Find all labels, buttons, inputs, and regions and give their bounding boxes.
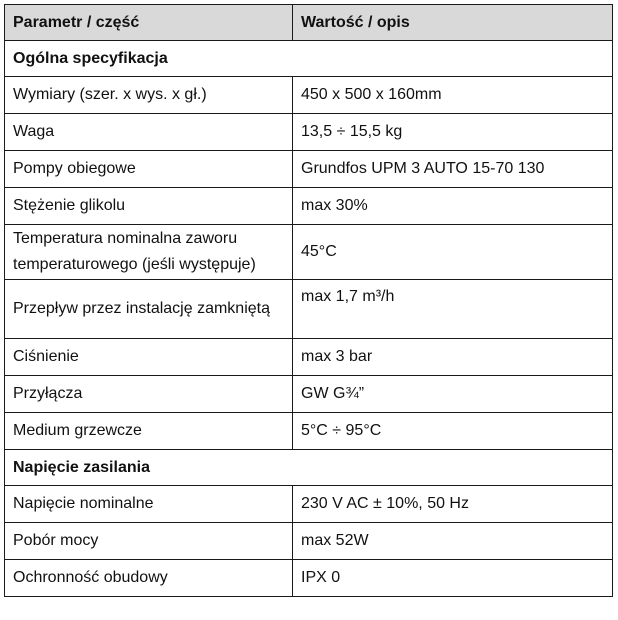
param-cell: Temperatura nominalna zaworu temperaturowego (jeśli występuje) [5,225,293,280]
value-cell: Grundfos UPM 3 AUTO 15-70 130 [293,151,613,188]
section-row-power-supply [5,450,613,486]
value-cell: 230 V AC ± 10%, 50 Hz [293,486,613,523]
value-cell: 13,5 ÷ 15,5 kg [293,114,613,151]
param-cell: Pompy obiegowe [5,151,293,188]
section-row-general [5,41,613,77]
param-cell: Ochronność obudowy [5,560,293,597]
value-cell: max 52W [293,523,613,560]
value-cell: IPX 0 [293,560,613,597]
section-title: Napięcie zasilania [5,450,613,486]
value-cell: max 1,7 m³/h [293,280,613,339]
table-row [5,376,613,413]
table-row [5,77,613,114]
header-parameter: Parametr / część [5,5,293,41]
value-cell: 45°C [293,225,613,280]
value-cell: max 3 bar [293,339,613,376]
param-cell: Napięcie nominalne [5,486,293,523]
header-value: Wartość / opis [293,5,613,41]
param-cell: Przepływ przez instalację zamkniętą [5,280,293,339]
table-row [5,188,613,225]
param-cell: Przyłącza [5,376,293,413]
value-cell: 5°C ÷ 95°C [293,413,613,450]
table-row [5,280,613,339]
value-cell: 450 x 500 x 160mm [293,77,613,114]
value-cell: max 30% [293,188,613,225]
param-cell: Wymiary (szer. x wys. x gł.) [5,77,293,114]
value-cell: GW G¾” [293,376,613,413]
table-row [5,560,613,597]
param-cell: Pobór mocy [5,523,293,560]
table-header-row [5,5,613,41]
table-row [5,486,613,523]
param-cell: Waga [5,114,293,151]
table-row [5,225,613,280]
table-row [5,151,613,188]
table-row [5,339,613,376]
specification-table [4,4,613,597]
param-cell: Ciśnienie [5,339,293,376]
param-cell: Medium grzewcze [5,413,293,450]
param-cell: Stężenie glikolu [5,188,293,225]
section-title: Ogólna specyfikacja [5,41,613,77]
table-row [5,413,613,450]
table-row [5,523,613,560]
table-row [5,114,613,151]
